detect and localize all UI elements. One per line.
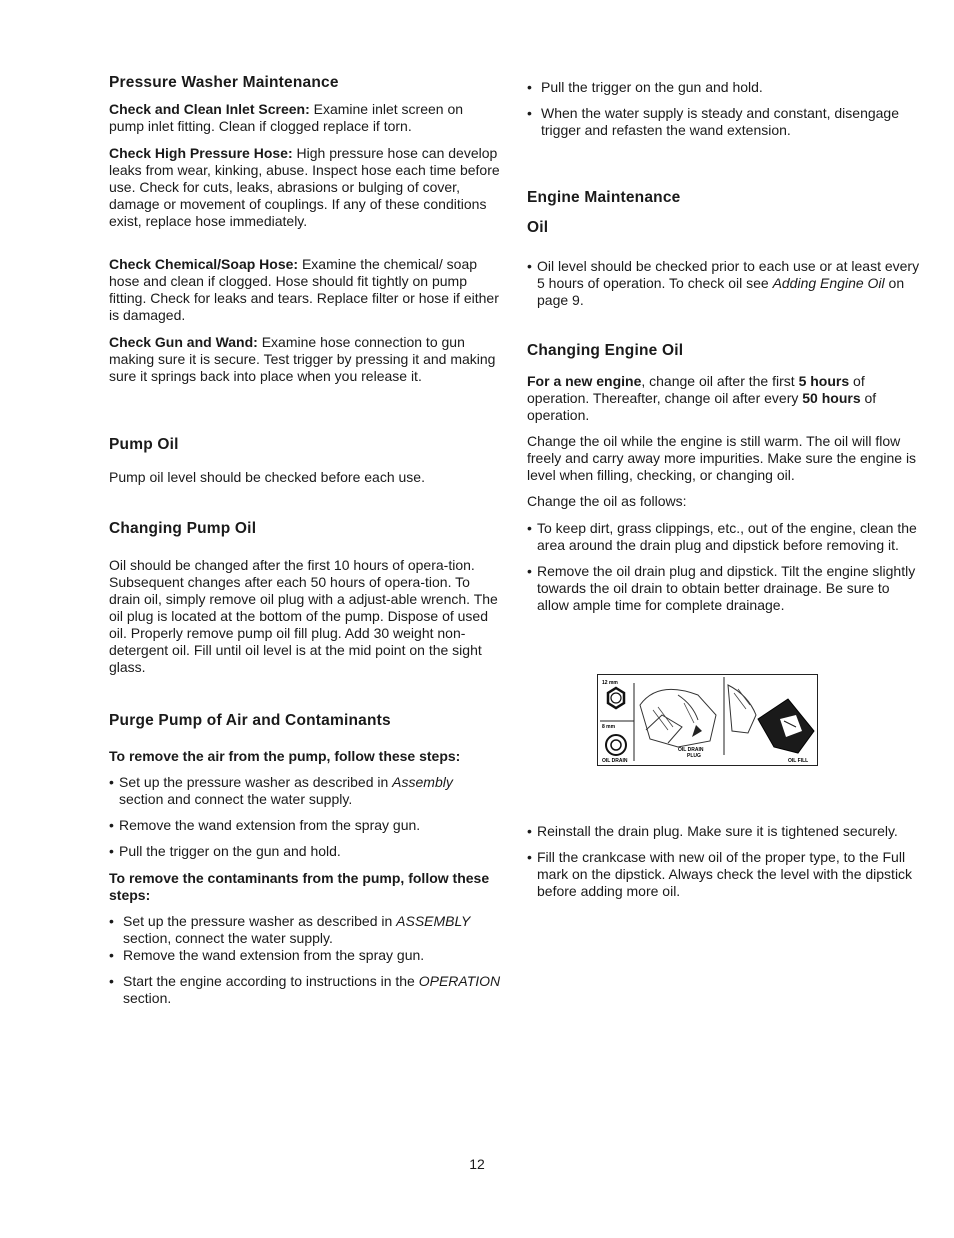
oil-change-steps-a: [527, 520, 922, 614]
gun-wand-text: Examine hose connection to gun making sure it is secure. Test trigger by pressing it and making sure it springs back into place when you release it.: [109, 334, 496, 384]
contaminant-removal-heading: To remove the contaminants from the pump, follow these steps:: [109, 870, 490, 903]
soap-hose-text: Examine the chemical/ soap hose and clean if clogged. Hose should fit tightly on pump fitting. Check for leaks and tears. Replace filter or hose if either is damaged.: [109, 256, 499, 323]
pump-oil-paragraph: Pump oil level should be checked before each use.: [109, 469, 425, 485]
list-item: • Set up the pressure washer as described in ASSEMBLY section, connect the water supply.: [109, 913, 501, 947]
list-item: • Remove the oil drain plug and dipstick. Tilt the engine slightly towards the oil drain to obtain better drainage. Be sure to allow ample time for complete drainage.: [527, 563, 922, 614]
list-item: • Remove the wand extension from the spray gun.: [109, 817, 501, 834]
section-heading-engine-maintenance: Engine Maintenance: [527, 189, 681, 206]
high-pressure-hose-text: High pressure hose can develop leaks from wear, kinking, abuse. Inspect hose each time before use. Check for cuts, leaks, abrasions or bulging of cover, damage or movement of couplings. If any of these conditions exist, replace hose immediately.: [109, 145, 500, 229]
list-item: • Start the engine according to instructions in the OPERATION section.: [109, 973, 501, 1007]
high-pressure-hose-lead: Check High Pressure Hose:: [109, 145, 293, 161]
purge-continued-steps: [527, 79, 922, 139]
oil-drain-plug-label-line1: OIL DRAIN: [678, 747, 704, 753]
section-heading-purge-pump: Purge Pump of Air and Contaminants: [109, 712, 391, 729]
section-heading-oil: Oil: [527, 219, 549, 236]
air-removal-heading: To remove the air from the pump, follow these steps:: [109, 748, 461, 764]
list-item: • Fill the crankcase with new oil of the proper type, to the Full mark on the dipstick. Always check the level with the dipstick before adding more oil.: [527, 849, 922, 900]
section-heading-pump-oil: Pump Oil: [109, 436, 179, 453]
gun-wand-paragraph: [109, 334, 501, 385]
contaminant-removal-steps: [109, 913, 501, 1007]
list-item: • When the water supply is steady and constant, disengage trigger and refasten the wand extension.: [527, 105, 922, 139]
inlet-screen-text: Examine inlet screen on pump inlet fitting. Clean if clogged replace if torn.: [109, 101, 464, 134]
oil-drain-plug-label-line2: PLUG: [687, 753, 701, 759]
oil-change-steps-b: [527, 823, 922, 900]
list-item: • Set up the pressure washer as described in Assembly section and connect the water supply.: [109, 774, 501, 808]
high-pressure-hose-paragraph: [109, 145, 501, 230]
engine-illustration: [598, 675, 817, 765]
section-heading-changing-engine-oil: Changing Engine Oil: [527, 342, 684, 359]
inlet-screen-paragraph: [109, 101, 501, 135]
oil-drain-fill-diagram: [597, 674, 818, 766]
list-item: • Remove the wand extension from the spray gun.: [109, 947, 501, 964]
air-removal-steps: [109, 774, 501, 860]
list-item: • To keep dirt, grass clippings, etc., out of the engine, clean the area around the drain plug and dipstick before removing it.: [527, 520, 922, 554]
oil-fill-label: OIL FILL: [788, 758, 809, 764]
oil-drain-label: OIL DRAIN: [602, 758, 628, 764]
wrench-12mm-label: 12 mm: [602, 680, 618, 686]
list-item: • Pull the trigger on the gun and hold.: [527, 79, 922, 96]
soap-hose-lead: Check Chemical/Soap Hose:: [109, 256, 299, 272]
warm-engine-paragraph: Change the oil while the engine is still warm. The oil will flow freely and carry away more impurities. Make sure the engine is level when filling, checking, or changing oil.: [527, 433, 917, 483]
inlet-screen-lead: Check and Clean Inlet Screen:: [109, 101, 310, 117]
list-item: • Reinstall the drain plug. Make sure it is tightened securely.: [527, 823, 922, 840]
wrench-8mm-label: 8 mm: [602, 724, 616, 730]
list-item: • Oil level should be checked prior to each use or at least every 5 hours of operation. To check oil see Adding Engine Oil on page 9.: [527, 258, 922, 309]
change-as-follows-paragraph: Change the oil as follows:: [527, 493, 687, 509]
changing-pump-oil-paragraph: Oil should be changed after the first 10 hours of opera-tion. Subsequent changes after each 50 hours of opera-tion. To drain oil, simply remove oil plug with a adjust-able wrench. The oil plug is located at the bottom of the pump. Dispose of used oil. Properly remove pump oil fill plug. Add 30 weight non-detergent oil. Fill until oil level is at the mid point on the sight glass.: [109, 557, 498, 675]
soap-hose-paragraph: [109, 256, 501, 324]
gun-wand-lead: Check Gun and Wand:: [109, 334, 258, 350]
oil-check-list: [527, 258, 922, 309]
section-heading-pressure-washer-maintenance: Pressure Washer Maintenance: [109, 74, 339, 91]
page-number: 12: [469, 1156, 485, 1172]
new-engine-paragraph: For a new engine, change oil after the first 5 hours of operation. Thereafter, change oil after every 50 hours of operation.: [527, 373, 877, 423]
section-heading-changing-pump-oil: Changing Pump Oil: [109, 520, 257, 537]
list-item: • Pull the trigger on the gun and hold.: [109, 843, 501, 860]
